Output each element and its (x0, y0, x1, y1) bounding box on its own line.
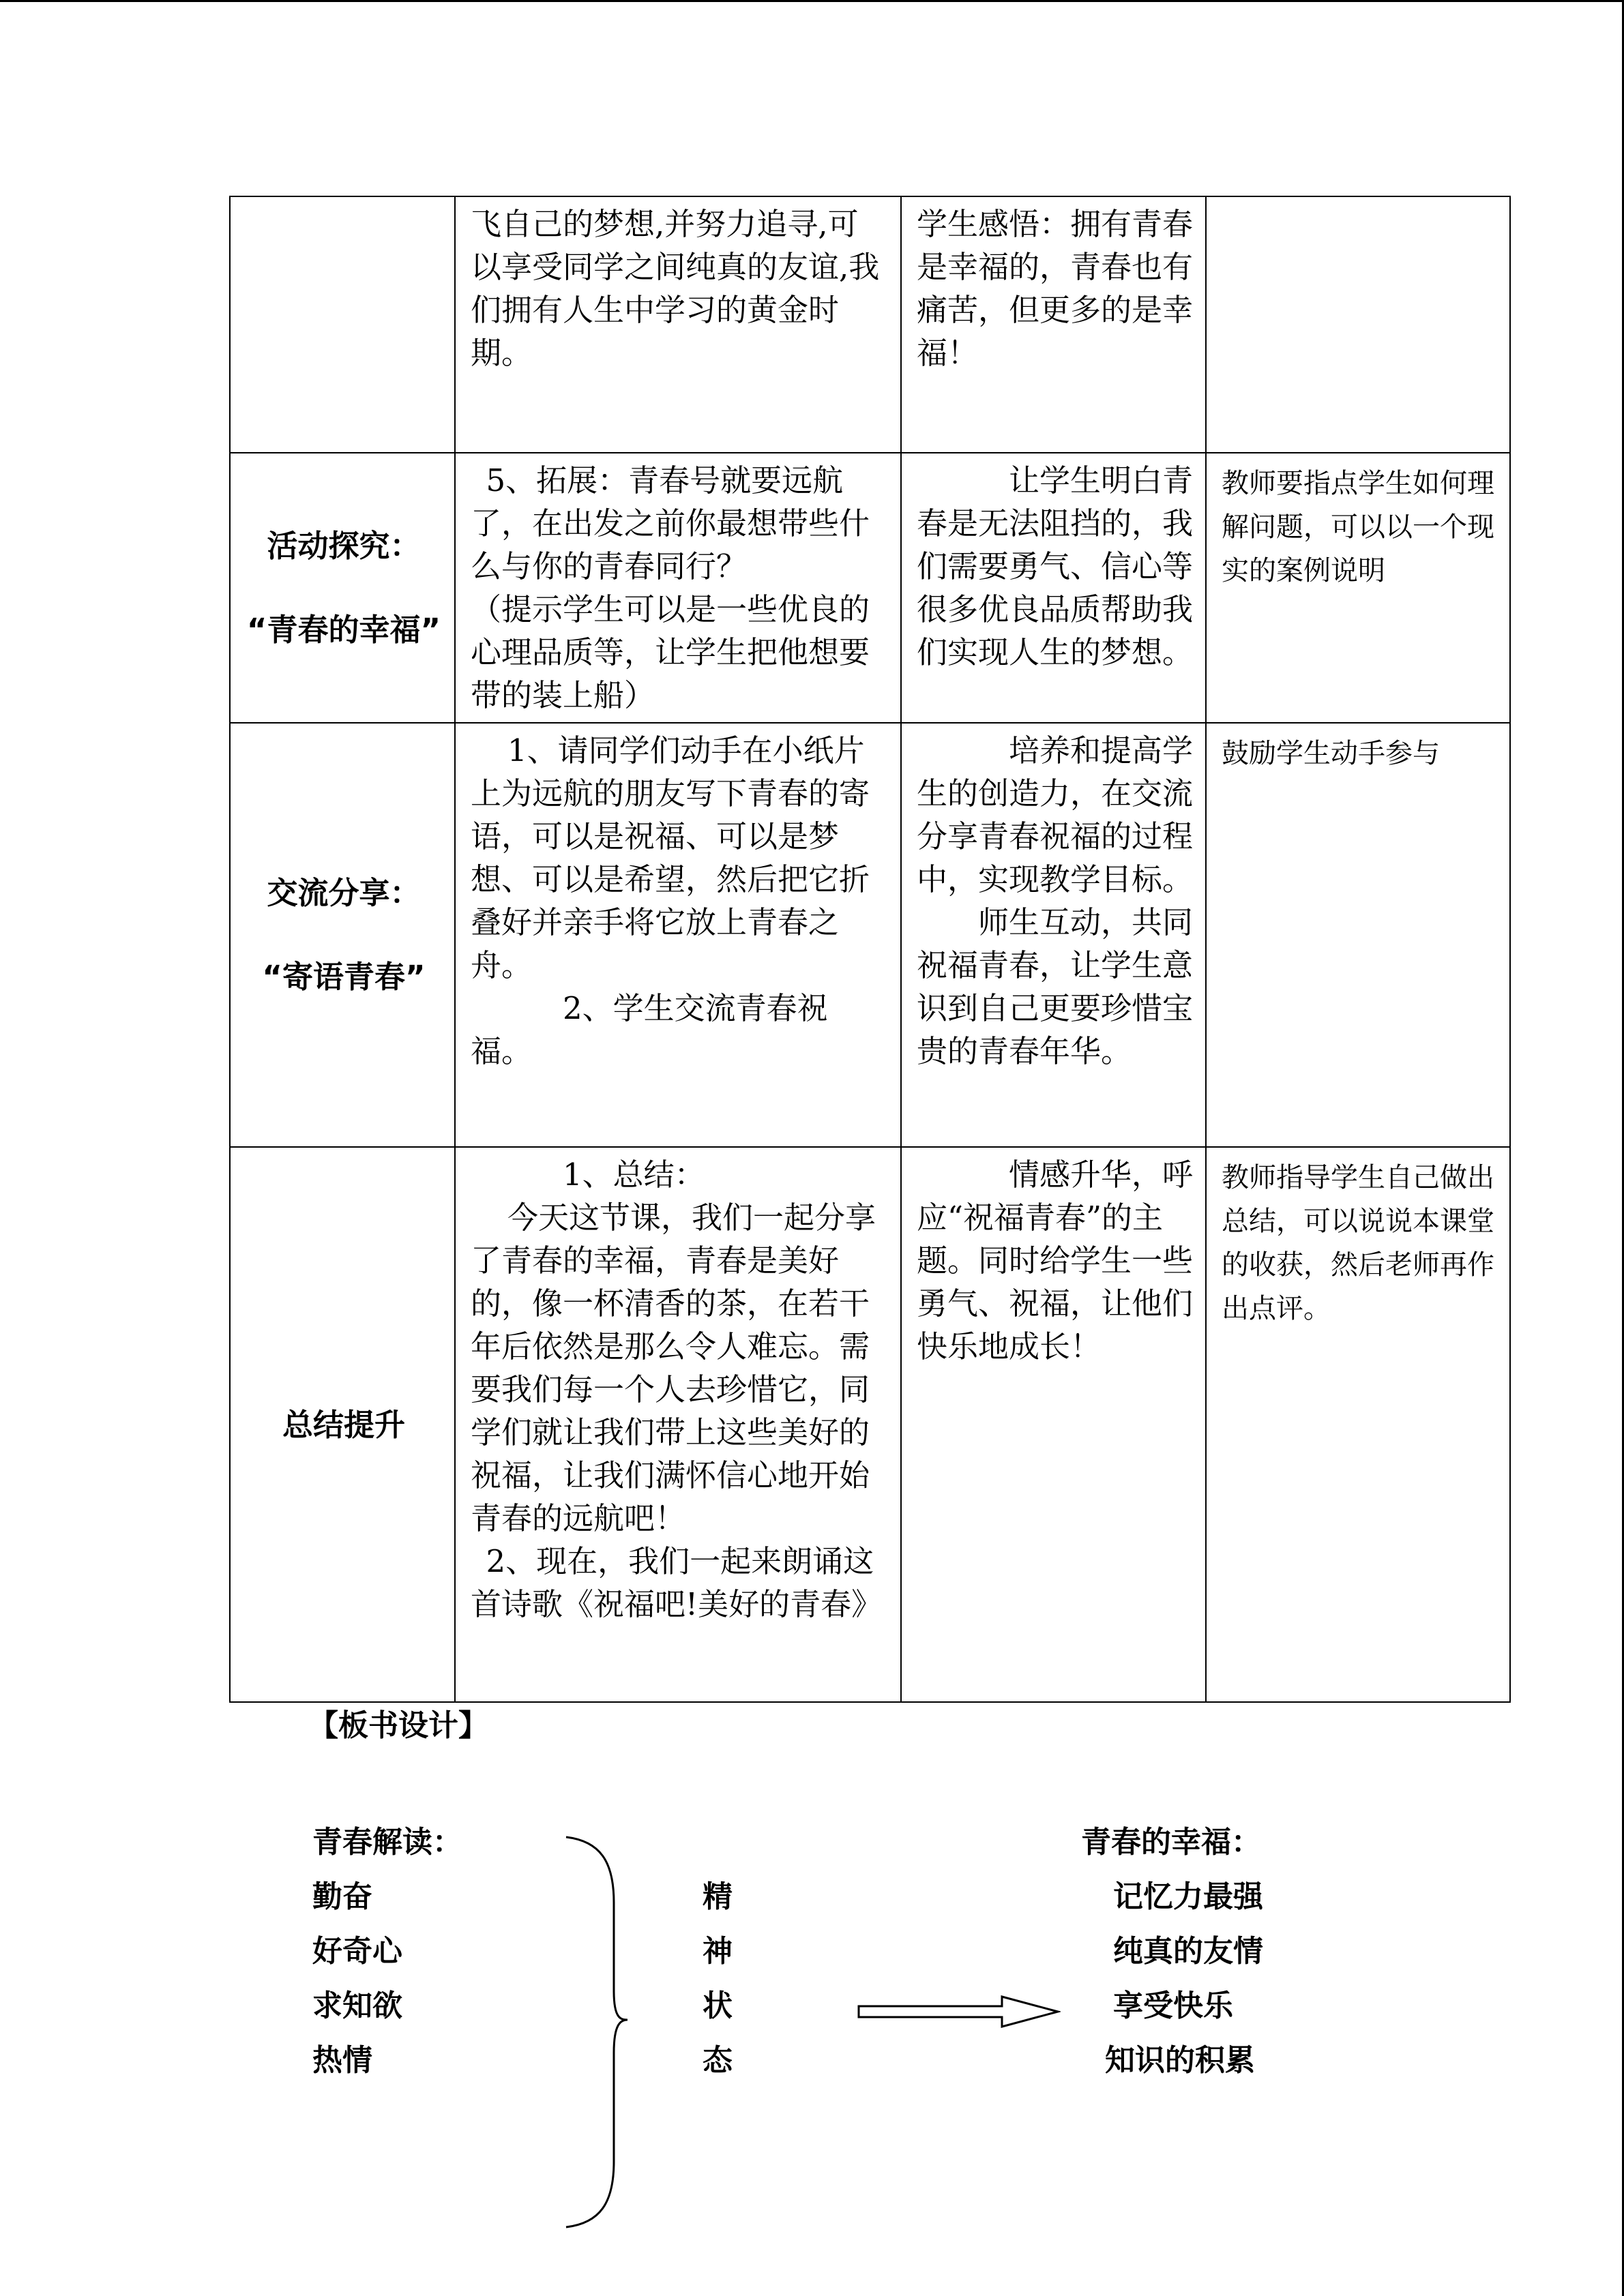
note-cell (1206, 196, 1510, 453)
purpose-paragraph: 让学生明白青春是无法阻挡的，我们需要勇气、信心等很多优良品质帮助我们实现人生的梦想。 (917, 462, 1194, 670)
note-text: 教师指导学生自己做出总结，可以说说本课堂的收获，然后老师再作出点评。 (1222, 1162, 1494, 1324)
note-cell (1206, 1147, 1510, 1702)
stage-cell (230, 453, 455, 723)
lesson-plan-table (229, 196, 1511, 1703)
board-right-item: 知识的积累 (1105, 2043, 1255, 2078)
content-cell (455, 196, 901, 453)
content-paragraph: （提示学生可以是一些优良的心理品质等，让学生把他想要带的装上船） (471, 591, 870, 713)
board-middle-char: 精 (703, 1879, 733, 1914)
content-paragraph: 飞自己的梦想,并努力追寻,可以享受同学之间纯真的友谊,我们拥有人生中学习的黄金时期。 (471, 206, 880, 371)
board-middle-char: 态 (703, 2043, 733, 2078)
stage-topic: “寄语青春” (262, 959, 426, 995)
content-cell (455, 1147, 901, 1702)
board-design-title: 【板书设计】 (308, 1708, 488, 1743)
board-right-heading: 青春的幸福： (1081, 1825, 1261, 1860)
board-right-item: 记忆力最强 (1113, 1879, 1263, 1914)
purpose-cell (901, 1147, 1206, 1702)
board-left-item: 热情 (312, 2043, 372, 2078)
table-row (230, 453, 1510, 723)
purpose-cell (901, 196, 1206, 453)
content-paragraph: 今天这节课，我们一起分享了青春的幸福，青春是美好的，像一杯清香的茶，在若干年后依然是那么令人难忘。需要我们每一个人去珍惜它，同学们就让我们带上这些美好的祝福，让我们满怀信心地开始青春的远航吧！ (471, 1199, 876, 1536)
page-top-border (0, 0, 1624, 2)
content-paragraph: 2、现在，我们一起来朗诵这首诗歌《祝福吧!美好的青春》 (471, 1543, 883, 1622)
stage-cell (230, 1147, 455, 1702)
content-paragraph: 2、学生交流青春祝福。 (471, 990, 828, 1069)
board-right-item: 纯真的友情 (1113, 1934, 1263, 1969)
purpose-paragraph: 学生感悟：拥有青春是幸福的，青春也有痛苦，但更多的是幸福！ (917, 206, 1194, 371)
right-arrow-icon (856, 1991, 1061, 2032)
board-left-item: 勤奋 (312, 1879, 372, 1914)
note-cell (1206, 723, 1510, 1147)
board-middle-char: 神 (703, 1934, 733, 1969)
board-left-item: 求知欲 (312, 1988, 402, 2023)
purpose-paragraph: 情感升华，呼应“祝福青春”的主题。同时给学生一些勇气、祝福，让他们快乐地成长！ (917, 1157, 1194, 1365)
table-row (230, 196, 1510, 453)
stage-label: 活动探究： (267, 528, 421, 564)
stage-label: 交流分享： (267, 875, 421, 911)
board-middle-char: 状 (703, 1988, 733, 2023)
stage-label: 总结提升 (282, 1406, 405, 1443)
note-text: 教师要指点学生如何理解问题，可以以一个现实的案例说明 (1222, 468, 1494, 586)
note-text: 鼓励学生动手参与 (1222, 738, 1440, 769)
purpose-paragraph: 培养和提高学生的创造力，在交流分享青春祝福的过程中，实现教学目标。 (917, 732, 1194, 897)
purpose-cell (901, 723, 1206, 1147)
board-right-item: 享受快乐 (1113, 1988, 1233, 2023)
content-paragraph: 5、拓展：青春号就要远航了，在出发之前你最想带些什么与你的青春同行？ (471, 462, 870, 584)
stage-topic: “青春的幸福” (246, 612, 441, 648)
stage-cell (230, 723, 455, 1147)
content-paragraph: 1、总结： (563, 1157, 705, 1193)
purpose-cell (901, 453, 1206, 723)
content-paragraph: 1、请同学们动手在小纸片上为远航的朋友写下青春的寄语，可以是祝福、可以是梦想、可以是希望，然后把它折叠好并亲手将它放上青春之舟。 (471, 732, 870, 983)
board-left-heading: 青春解读： (312, 1825, 462, 1860)
table-row (230, 723, 1510, 1147)
stage-cell (230, 196, 455, 453)
content-cell (455, 453, 901, 723)
note-cell (1206, 453, 1510, 723)
curly-brace-icon (559, 1834, 634, 2230)
board-left-item: 好奇心 (312, 1934, 402, 1969)
table-row (230, 1147, 1510, 1702)
purpose-paragraph: 师生互动，共同祝福青春，让学生意识到自己更要珍惜宝贵的青春年华。 (917, 904, 1194, 1069)
content-cell (455, 723, 901, 1147)
